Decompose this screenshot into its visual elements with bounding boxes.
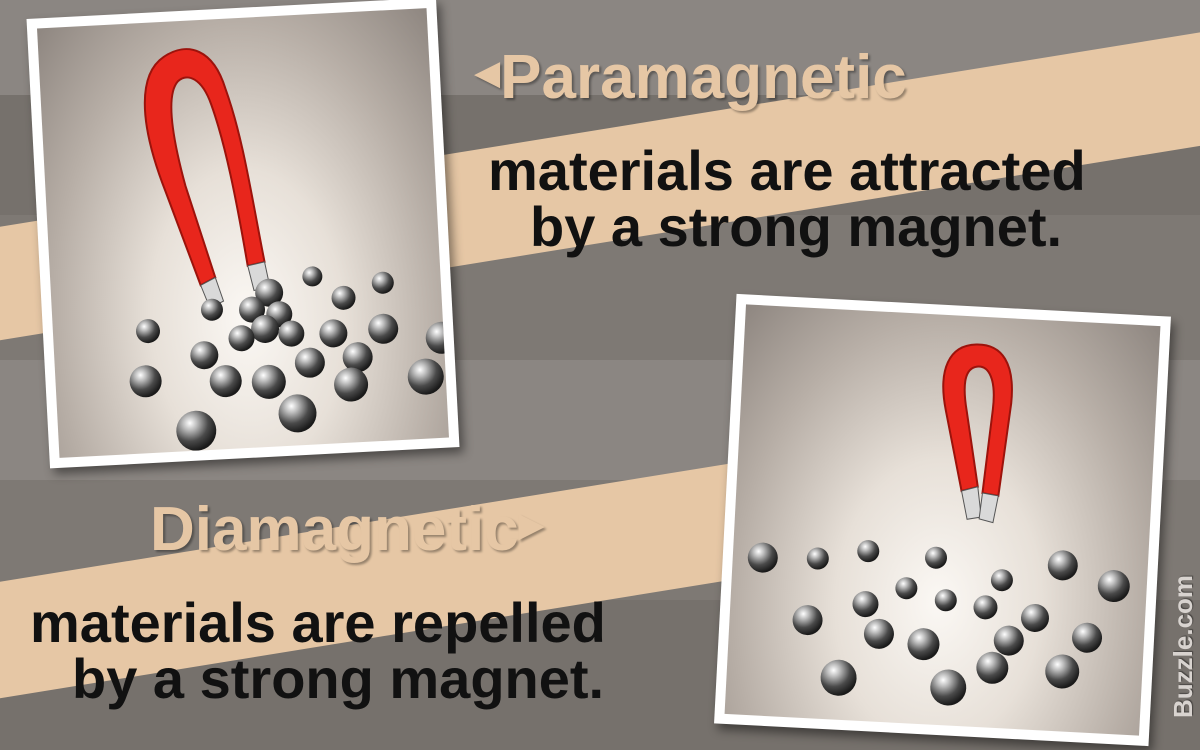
paramagnetic-title: Paramagnetic [500,43,907,112]
right-arrow-icon: ▶ [518,506,545,544]
steel-ball [747,542,779,574]
steel-ball [209,364,243,398]
magnet-attracting-balls-illustration [37,8,449,458]
steel-ball [924,546,947,569]
steel-ball [792,604,824,636]
steel-ball [333,367,369,403]
steel-ball [190,340,219,369]
steel-ball [907,627,941,661]
steel-ball [806,547,829,570]
steel-balls [124,259,449,454]
steel-ball [1071,622,1103,654]
steel-ball [302,266,323,287]
steel-ball [371,271,394,294]
steel-ball [863,618,895,650]
steel-ball [1020,603,1049,632]
steel-ball [129,364,163,398]
steel-ball [934,589,957,612]
magnet-pole-tip [979,493,998,523]
steel-ball [820,659,858,697]
steel-ball [319,319,348,348]
steel-ball [1047,550,1079,582]
diamagnetic-title: Diamagnetic [150,495,519,564]
diamagnetic-caption [30,591,606,710]
steel-ball [135,318,160,343]
steel-ball [895,577,918,600]
steel-ball [976,651,1010,685]
paramagnetic-caption-line1: materials are attracted [488,139,1086,202]
steel-ball [367,313,399,345]
diamagnetic-heading [150,494,545,565]
steel-ball [973,595,998,620]
paramagnetic-heading [474,42,907,113]
magnet-repelling-balls-illustration [725,304,1161,735]
diamagnetic-scene [725,304,1161,735]
steel-ball [407,358,445,396]
paramagnetic-caption [488,139,1086,258]
diamagnetic-photo [714,294,1171,746]
left-arrow-icon: ◀ [474,54,501,92]
steel-ball [990,569,1013,592]
paramagnetic-caption-line2: by a strong magnet. [530,195,1063,258]
steel-ball [929,669,967,707]
paramagnetic-scene [37,8,449,458]
steel-ball [1097,569,1131,603]
steel-ball [294,347,326,379]
diamagnetic-caption-line2: by a strong magnet. [72,647,605,710]
steel-ball [331,285,356,310]
paramagnetic-photo [27,0,460,468]
horseshoe-magnet [938,343,1015,497]
steel-ball [278,393,318,433]
steel-ball [1044,654,1080,690]
steel-ball [425,321,449,355]
diamagnetic-caption-line1: materials are repelled [30,591,606,654]
steel-ball [857,540,880,563]
buzzle-watermark: Buzzle.com [1168,574,1198,718]
horseshoe-magnet [142,46,266,288]
steel-ball [993,625,1025,657]
steel-ball [251,364,287,400]
steel-ball [175,410,217,452]
steel-balls [741,534,1132,715]
steel-ball [852,590,879,617]
